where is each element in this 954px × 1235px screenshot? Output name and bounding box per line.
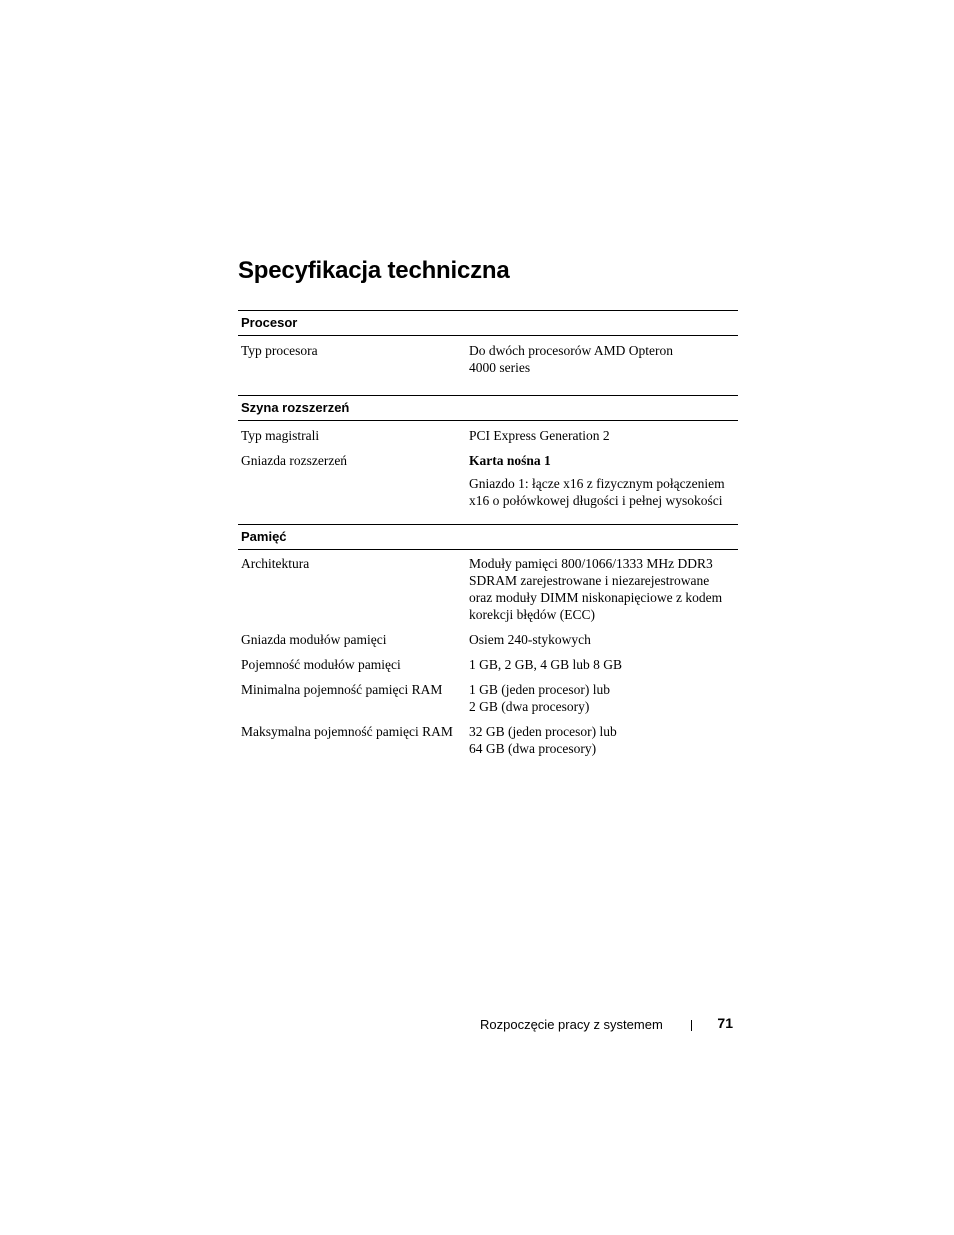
value-line: Osiem 240-stykowych	[469, 632, 591, 647]
value-line: oraz moduły DIMM niskonapięciowe z kodem	[469, 590, 723, 605]
row-label: Typ magistrali	[241, 428, 320, 443]
value-line: korekcji błędów (ECC)	[469, 607, 595, 622]
table-row	[238, 427, 738, 444]
page-footer	[480, 1015, 735, 1033]
value-line: 1 GB, 2 GB, 4 GB lub 8 GB	[469, 657, 623, 672]
table-row	[238, 342, 738, 376]
row-value	[469, 723, 738, 757]
row-label: Architektura	[241, 556, 310, 571]
value-line: Moduły pamięci 800/1066/1333 MHz DDR3	[469, 556, 713, 571]
row-value	[469, 631, 738, 648]
value-line: 64 GB (dwa procesory)	[469, 741, 597, 756]
spec-table	[238, 310, 738, 757]
footer-separator	[691, 1020, 692, 1031]
row-label: Pojemność modułów pamięci	[241, 657, 401, 672]
section-memory	[238, 524, 738, 757]
value-subheading: Karta nośna 1	[469, 453, 551, 468]
value-line: 2 GB (dwa procesory)	[469, 699, 590, 714]
value-line: SDRAM zarejestrowane i niezarejestrowane	[469, 573, 710, 588]
table-row	[238, 656, 738, 673]
section-header: Szyna rozszerzeń	[238, 395, 738, 421]
row-value	[469, 342, 738, 376]
table-row	[238, 631, 738, 648]
value-line: 32 GB (jeden procesor) lub	[469, 724, 617, 739]
row-label: Maksymalna pojemność pamięci RAM	[241, 724, 453, 739]
row-value	[469, 427, 738, 444]
section-expansion-bus	[238, 395, 738, 524]
value-line: PCI Express Generation 2	[469, 428, 610, 443]
row-label: Gniazda rozszerzeń	[241, 453, 348, 468]
section-header: Procesor	[238, 310, 738, 336]
row-value	[469, 555, 738, 623]
value-line: x16 o połówkowej długości i pełnej wysokości	[469, 493, 723, 508]
row-label: Typ procesora	[241, 343, 318, 358]
row-value	[469, 656, 738, 673]
row-label: Gniazda modułów pamięci	[241, 632, 387, 647]
table-row	[238, 452, 738, 509]
section-header: Pamięć	[238, 524, 738, 550]
row-label: Minimalna pojemność pamięci RAM	[241, 682, 443, 697]
page-number: 71	[717, 1015, 733, 1031]
footer-section-title: Rozpoczęcie pracy z systemem	[480, 1017, 663, 1032]
table-row	[238, 723, 738, 757]
table-row	[238, 681, 738, 715]
table-row	[238, 555, 738, 623]
row-value	[469, 681, 738, 715]
page-title: Specyfikacja techniczna	[238, 257, 510, 284]
value-line: 4000 series	[469, 360, 531, 375]
value-line: Do dwóch procesorów AMD Opteron	[469, 343, 673, 358]
value-line: 1 GB (jeden procesor) lub	[469, 682, 610, 697]
row-value	[469, 452, 738, 509]
value-line: Gniazdo 1: łącze x16 z fizycznym połączeniem	[469, 476, 725, 491]
section-processor	[238, 310, 738, 395]
